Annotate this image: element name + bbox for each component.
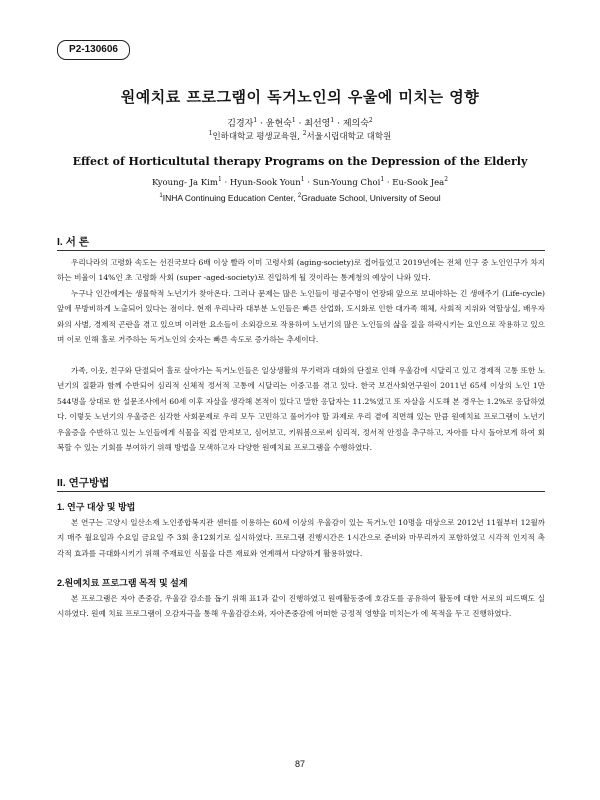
affil-mark: 2 [297,193,302,200]
section-heading-methods: II. 연구방법 [57,477,110,489]
section-heading-introduction: I. 서 론 [57,236,89,248]
author-affil-mark: 1 [253,117,258,124]
section-divider [57,250,545,251]
paper-title-english: Effect of Horticultutal therapy Programs on the Depression of the Elderly [72,155,528,168]
affiliation: 서울시립대학교 대학원 [306,132,392,142]
affiliations-english: $^1$INHA Continuing Education Center, $^2$Graduate School, University of Seoul [159,193,441,203]
affil-mark: 1 [208,130,213,138]
author-affil-mark: 2 [368,117,373,124]
author-name: 윤현숙 [265,119,292,129]
affiliations-korean: $^1$인하대학교 평생교육원, $^2$서울시립대학교 대학원 [208,130,392,142]
author-affil-mark: 2 [444,176,449,184]
subsection-heading-program-design: 2.원예치료 프로그램 목적 및 설계 [57,578,188,588]
author-name: Sun-Young Choi [312,178,381,188]
author-name: Eu-Sook Jea [392,178,445,188]
affiliation: Graduate School, University of Seoul [301,193,441,203]
author-name: Hyun-Sook Youn [229,178,301,188]
author-list-english: Kyoung- Ja Kim$^1$ · Hyun-Sook Youn$^1$ · Sun-Young Choi$^1$ · Eu-Sook Jea$^2$ [151,176,449,188]
page-number: 87 [294,759,305,769]
author-name: 제의숙 [342,119,369,129]
author-affil-mark: 1 [291,117,296,124]
affil-mark: 1 [159,193,163,200]
author-list-korean: 김경자$^1$ · 윤현숙$^1$ · 최선영$^1$ · 제의숙$^2$ [227,117,373,129]
subsection-heading-subjects: 1. 연구 대상 및 방법 [57,502,136,512]
author-affil-mark: 1 [300,176,305,184]
affil-mark: 2 [302,130,307,138]
author-affil-mark: 1 [217,176,222,184]
paper-title-korean: 원예치료 프로그램이 독거노인의 우울에 미치는 영향 [120,88,480,106]
section-divider [57,491,545,492]
subjects-paragraph: 본 연구는 고양시 일산소재 노인종합복지관 센터를 이용하는 60세 이상의 우울감이 있는 독거노인 10명을 대상으로 2012년 11월부터 12월까지 매주 월요일과 수요일 금요일 주 3회 총12회기로 실시하였다. 프로그램 진행시간은 1시간으로 준비와 마무리까지 포함하였고 시각적 인지적 촉각적 효과를 극대화시키기 위해 주재료인 식물을 다른 재료와 연계해서 다양하게 활용하였다. [57,518,545,558]
author-name: 김경자 [227,119,254,129]
author-name: Kyoung- Ja Kim [151,178,218,188]
author-affil-mark: 1 [330,117,335,124]
author-affil-mark: 1 [380,176,385,184]
intro-paragraph-1: 우리나라의 고령화 속도는 선진국보다 6배 이상 빨라 이미 고령사회 (aging-society)로 접어들었고 2019년에는 전체 인구 중 노인인구가 차지하는 비율이 14%인 초 고령화 사회 (super -aged-society)로 진입하게 될 것이라는 통계청의 예상이 나와 있다. [57,258,545,283]
intro-paragraph-3: 가족, 이웃, 친구와 단절되어 홀로 살아가는 독거노인들은 일상생활의 무기력과 대화의 단절로 인해 우울감에 시달리고 있고 경제적 고통 또한 노년기의 질환과 함께 수반되어 심리적 신체적 정서적 고통에 시달리는 이중고를 겪고 있다. 한국 보건사회연구원이 2011년 65세 이상의 노인 1만 544명을 상대로 한 설문조사에서 60세 이후 자살을 생각해 본적이 있다고 말한 응답자는 11.2%였고 또 자살을 시도해 본 경우는 1.2%로 응답하였다. 이렇듯 노년기의 우울증은 심각한 사회문제로 우리 모두 고민하고 풀어가야 할 과제로 우리 곁에 직면해 있는 만큼 원예치료 프로그램이 노년기 우울증을 수반하고 있는 노인들에게 식물을 직접 만져보고, 심어보고, 키워봄으로써 심리적, 정서적 안정을 추구하고, 자아를 다시 돌아보게 하여 회복할 수 있는 기회를 부여하기 위해 방법을 모색하고자 다양한 원예치료 프로그램을 수행하였다. [57,366,545,453]
author-name: 최선영 [304,119,331,129]
program-design-paragraph: 본 프로그램은 자아 존중감, 우울감 감소를 돕기 위해 표1과 같이 진행하였고 원예활동중에 호감도를 공유하여 활동에 대한 서로의 피드백도 실시하였다. 원예 치료 프로그램이 오감자극을 통해 우울감감소와, 자아존중감에 어떠한 긍정적 영향을 미치는가 에 목적을 두고 진행하였다. [57,594,545,619]
affiliation: 인하대학교 평생교육원 [212,132,298,142]
paper-id-badge: P2-130606 [57,40,130,60]
affiliation: INHA Continuing Education Center [162,193,294,203]
intro-paragraph-2: 누구나 인간에게는 생물학적 노년기가 찾아온다. 그러나 문제는 많은 노인들이 평균수명이 연장돼 앞으로 보내야하는 긴 생애주기 (Life-cycle)앞에 무방비하게 노출되어 있다는 점이다. 현재 우리나라 대부분 노인들은 빠른 산업화, 도시화로 인한 대가족 해체, 사회적 지위와 역할상실, 배우자와의 사별, 경제적 곤란을 겪고 있으며 이러한 요소들이 소외감으로 작용하여 노년기의 많은 노인들의 삶을 질을 하락시키는 요인으로 작용하고 있으며 이로 인해 홀로 거주하는 독거노인의 숫자는 빠른 속도로 증가하는 추세이다. [57,289,545,345]
